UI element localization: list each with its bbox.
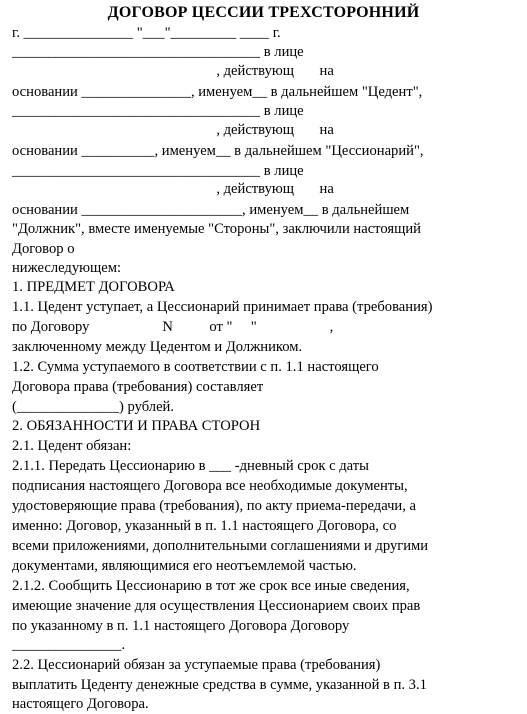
line-party2-basis: основании __________, именуем__ в дальнейшем "Цессионарий",: [12, 143, 424, 159]
clause-2-1-1-line-4: именно: Договор, указанный в п. 1.1 настоящего Договора, со: [12, 518, 397, 534]
clause-2-1-1-line-5: всеми приложениями, дополнительными соглашениями и другими: [12, 538, 429, 554]
clause-2-1-2-line-4: _______________.: [12, 637, 126, 653]
line-party2-name: __________________________________ в лице: [12, 103, 304, 119]
line-city-date: г. _______________ "___"_________ ____ г.: [12, 25, 281, 41]
section-heading-duties: 2. ОБЯЗАННОСТИ И ПРАВА СТОРОН: [12, 418, 261, 434]
clause-1-1-line-2: по Договору N от " " ,: [12, 319, 334, 335]
section-heading-subject: 1. ПРЕДМЕТ ДОГОВОРА: [12, 279, 175, 295]
clause-1-1-line-3: заключенному между Цедентом и Должником.: [12, 339, 303, 355]
line-party1-name: __________________________________ в лице: [12, 44, 304, 60]
clause-2-2-line-2: выплатить Цеденту денежные средства в сумме, указанной в п. 3.1: [12, 677, 427, 693]
line-party3-acting: , действующ на: [12, 181, 334, 197]
line-party2-acting: , действующ на: [12, 122, 334, 138]
clause-1-2-line-3: (______________) рублей.: [12, 399, 175, 415]
line-party3-basis: основании ______________________, именуем__ в дальнейшем: [12, 202, 410, 218]
clause-2-1-2-line-3: по указанному в п. 1.1 настоящего Договора Договору: [12, 618, 350, 634]
clause-1-2-line-1: 1.2. Сумма уступаемого в соответствии с п. 1.1 настоящего: [12, 359, 379, 375]
clause-1-2-line-2: Договора права (требования) составляет: [12, 379, 264, 395]
line-following: нижеследующем:: [12, 260, 122, 276]
clause-2-2-line-1: 2.2. Цессионарий обязан за уступаемые права (требования): [12, 657, 381, 673]
clause-2-1-1-line-3: удостоверяющие права (требования), по акту приема-передачи, а: [12, 498, 417, 514]
line-parties-together: "Должник", вместе именуемые "Стороны", заключили настоящий: [12, 221, 421, 237]
line-party3-name: __________________________________ в лице: [12, 163, 304, 179]
line-contract-about: Договор о: [12, 241, 75, 257]
clause-2-2-line-3: настоящего Договора.: [12, 696, 149, 712]
line-party1-acting: , действующ на: [12, 63, 334, 79]
document-title: ДОГОВОР ЦЕССИИ ТРЕХСТОРОННИЙ: [107, 4, 420, 21]
clause-2-1-1-line-6: документами, являющимися его неотъемлемой частью.: [12, 558, 357, 574]
clause-1-1-line-1: 1.1. Цедент уступает, а Цессионарий принимает права (требования): [12, 299, 433, 315]
clause-2-1-2-line-1: 2.1.2. Сообщить Цессионарию в тот же срок все иные сведения,: [12, 578, 410, 594]
clause-2-1-1-line-1: 2.1.1. Передать Цессионарию в ___ -дневный срок с даты: [12, 458, 369, 474]
clause-2-1-1-line-2: подписания настоящего Договора все необходимые документы,: [12, 478, 408, 494]
clause-2-1-2-line-2: имеющие значение для осуществления Цессионарием своих прав: [12, 598, 421, 614]
clause-2-1: 2.1. Цедент обязан:: [12, 438, 132, 454]
line-party1-basis: основании _______________, именуем__ в дальнейшем "Цедент",: [12, 84, 423, 100]
